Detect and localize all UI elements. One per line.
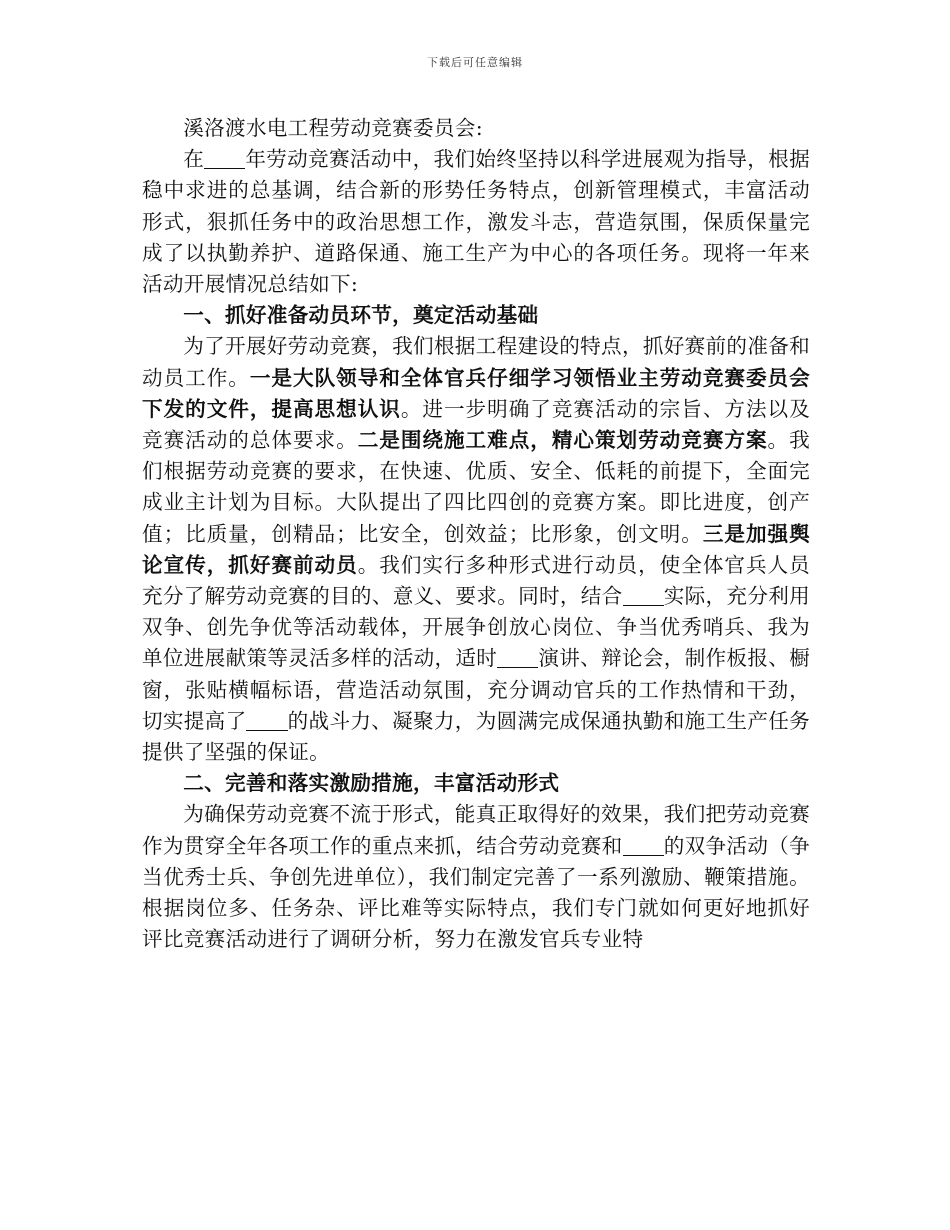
page-header: 下载后可任意编辑: [427, 56, 523, 69]
section-1-text-1: 为了开展好劳动竞赛，我们根据工程建设的特点，抓好赛前的准备和动员工作。: [142, 334, 810, 390]
section-1-heading: 一、抓好准备动员环节，奠定活动基础: [183, 303, 539, 328]
section-1-text-5: 实际，充分利用双争、创先争优等活动载体，开展争创放心岗位、争当优秀哨兵、我为单位进展献策等灵活多样的活动，适时: [142, 584, 811, 671]
blank-field: [623, 834, 664, 856]
section-1-text-6: 演讲、辩论会，制作板报、橱窗，张贴横幅标语，营造活动氛围，充分调动官兵的工作热情和干劲，切实提高了: [142, 646, 811, 733]
intro-text-2: 年劳动竞赛活动中，我们始终坚持以科学进展观为指导，根据稳中求进的总基调，结合新的形势任务特点，创新管理模式，丰富活动形式，狠抓任务中的政治思想工作，激发斗志，营造氛围，保质保量完成了以执勤养护、道路保通、施工生产为中心的各项任务。现将一年来活动开展情况总结如下:: [142, 147, 810, 297]
intro-text-1: 在: [183, 147, 205, 172]
section-1-text-7: 的战斗力、凝聚力，为圆满完成保通执勤和施工生产任务提供了坚强的保证。: [142, 708, 810, 765]
section-2-text-2: 的双争活动（争当优秀士兵、争创先进单位），我们制定完善了一系列激励、鞭策措施。根据岗位多、任务杂、评比难等实际特点，我们专门就如何更好地抓好评比竞赛活动进行了调研分析，努力在激发官兵专业特: [142, 833, 811, 952]
section-1-point-2: 二是围绕施工难点，精心策划劳动竞赛方案: [357, 428, 768, 453]
section-2-heading: 二、完善和落实激励措施，丰富活动形式: [183, 771, 560, 796]
salutation: 溪洛渡水电工程劳动竞赛委员会:: [183, 116, 483, 140]
document-body: [142, 113, 810, 955]
section-1-text-3: 。我们根据劳动竞赛的要求，在快速、优质、安全、低耗的前提下，全面完成业主计划为目标。大队提出了四比四创的竞赛方案。即比进度，创产值；比质量，创精品；比安全，创效益；比形象，创文明。: [142, 428, 810, 546]
section-1-point-3: 三是加强舆论宣传，抓好赛前动员: [142, 521, 811, 577]
intro-paragraph: [142, 144, 810, 300]
section-1-text-2: 。进一步明确了竞赛活动的宗旨、方法以及竞赛活动的总体要求。: [142, 396, 810, 453]
section-1-text-4: 。我们实行多种形式进行动员，使全体官兵人员充分了解劳动竞赛的目的、意义、要求。同时，结合: [142, 552, 810, 609]
section-2-text-1: 为确保劳动竞赛不流于形式，能真正取得好的效果，我们把劳动竞赛作为贯穿全年各项工作的重点来抓，结合劳动竞赛和: [142, 802, 810, 858]
blank-field: [497, 647, 538, 669]
blank-field: [246, 709, 287, 731]
section-1-paragraph: [142, 331, 810, 768]
blank-field: [623, 584, 664, 606]
section-2-paragraph: [142, 799, 810, 955]
blank-field: [204, 148, 245, 170]
section-1-point-1: 一是大队领导和全体官兵仔细学习领悟业主劳动竞赛委员会下发的文件，提高思想认识: [142, 365, 811, 421]
